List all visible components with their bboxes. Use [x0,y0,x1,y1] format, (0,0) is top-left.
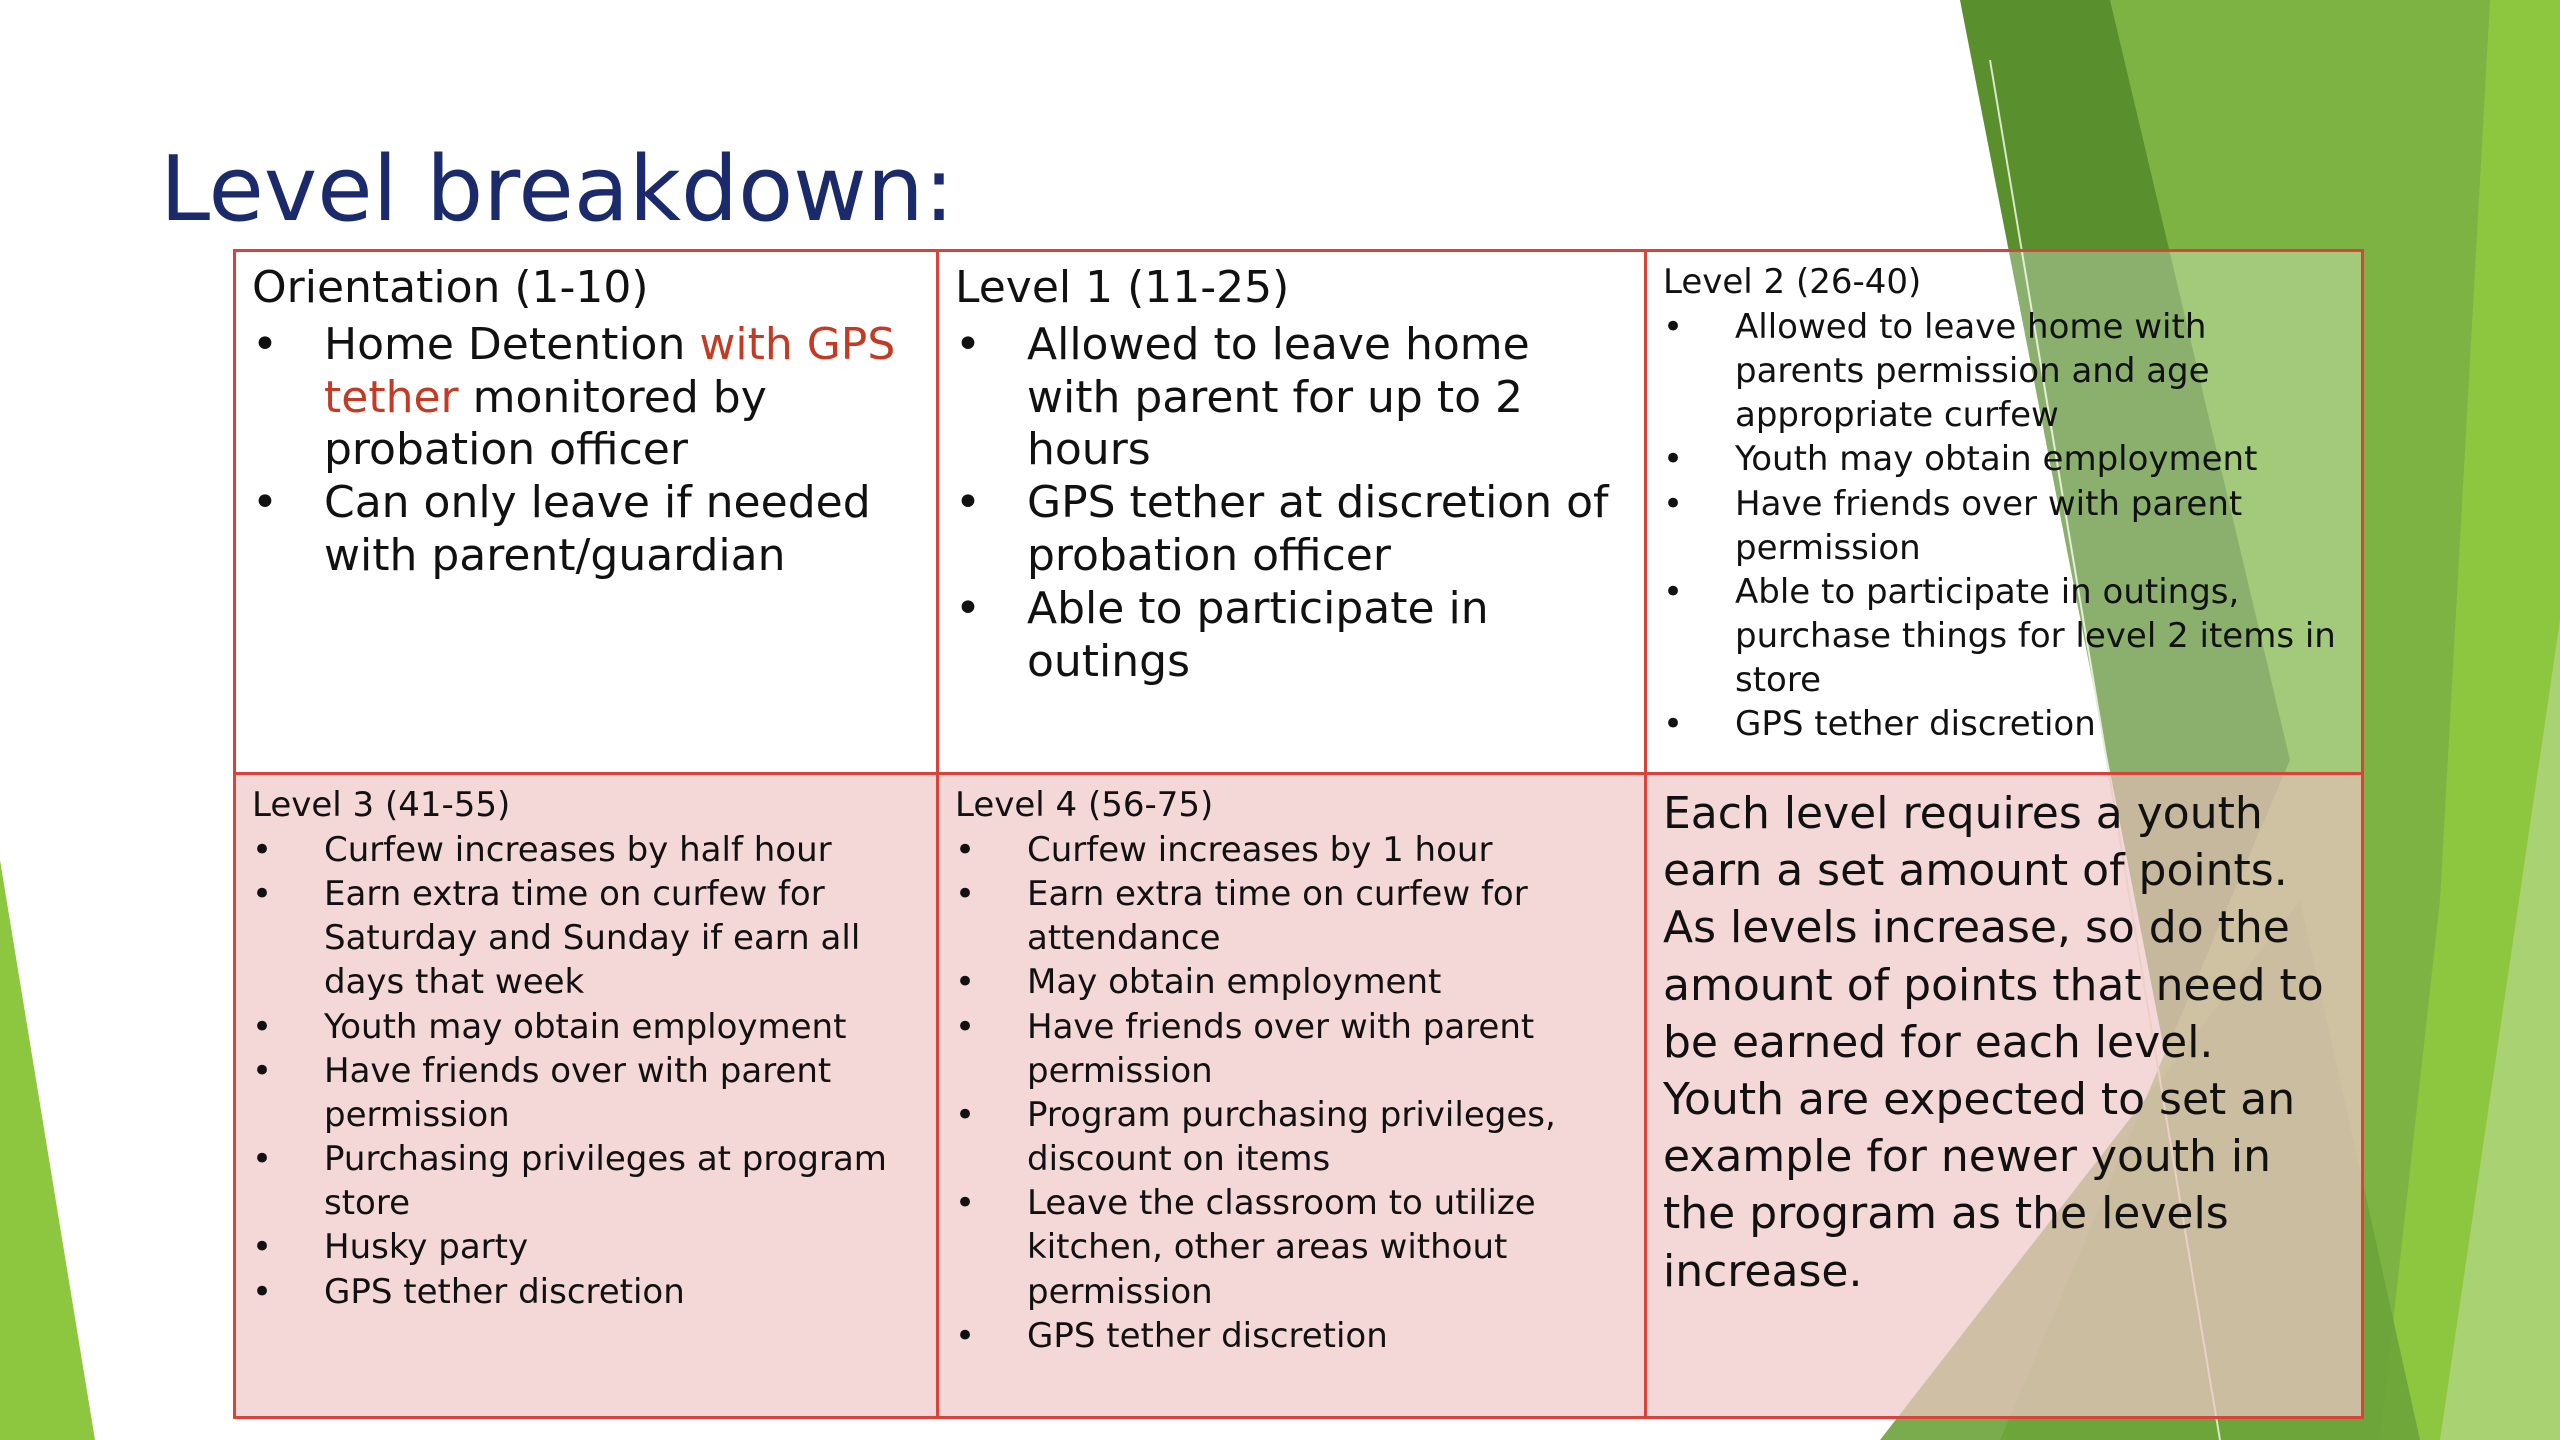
list-item: • Husky party [324,1225,920,1269]
table-row [235,251,2363,774]
list-item: • Earn extra time on curfew for Saturday and Sunday if earn all days that week [324,872,920,1005]
list-item: • Able to participate in outings [1027,583,1628,689]
level-heading: Level 3 (41-55) [252,785,511,825]
list-item: • May obtain employment [1027,960,1628,1004]
level-list [955,828,1628,1358]
summary-text: Each level requires a youth earn a set amount of points. As levels increase, so do the amount of points that need to be earned for each level. Youth are expected to set an example for newer youth in the program as the levels increase. [1663,788,2324,1297]
list-item: • Youth may obtain employment [1735,437,2345,481]
list-item: • Have friends over with parent permission [1027,1005,1628,1093]
list-item: • GPS tether discretion [1027,1314,1628,1358]
list-item: • Purchasing privileges at program store [324,1137,920,1225]
level-heading: Level 4 (56-75) [955,785,1214,825]
gps-tether-highlight: with GPS tether [324,318,896,423]
summary-cell [1646,774,2363,1418]
list-item: • Have friends over with parent permission [1735,482,2345,570]
list-item: • Youth may obtain employment [324,1005,920,1049]
level-heading: Orientation (1-10) [252,262,649,313]
list-item: • GPS tether discretion [1735,702,2345,746]
level-heading: Level 2 (26-40) [1663,262,1922,302]
left-green-shape [0,860,95,1440]
level-table [233,249,2364,1419]
level-list [252,319,920,583]
level-cell-3 [235,774,938,1418]
slide-title: Level breakdown: [160,137,955,242]
level-heading: Level 1 (11-25) [955,262,1290,313]
list-item: • Leave the classroom to utilize kitchen, other areas without permission [1027,1181,1628,1314]
level-list [252,828,920,1314]
level-cell-4 [938,774,1646,1418]
list-item: • GPS tether discretion [324,1270,920,1314]
item-text: monitored by probation officer [324,371,767,476]
list-item: • Allowed to leave home with parents permission and age appropriate curfew [1735,305,2345,438]
level-cell-orientation [235,251,938,774]
list-item: • Earn extra time on curfew for attendance [1027,872,1628,960]
list-item: • Curfew increases by 1 hour [1027,828,1628,872]
level-cell-2 [1646,251,2363,774]
list-item: • Program purchasing privileges, discount on items [1027,1093,1628,1181]
list-item: • Have friends over with parent permission [324,1049,920,1137]
list-item: • Allowed to leave home with parent for up to 2 hours [1027,319,1628,477]
level-cell-1 [938,251,1646,774]
list-item: • Able to participate in outings, purchase things for level 2 items in store [1735,570,2345,703]
level-list [955,319,1628,689]
table-row [235,774,2363,1418]
list-item: • Curfew increases by half hour [324,828,920,872]
list-item [324,477,920,583]
item-text: Home Detention [324,318,700,370]
level-list [1663,305,2345,747]
item-text: Can only leave if needed with parent/guardian [324,477,871,581]
list-item: • GPS tether at discretion of probation officer [1027,477,1628,583]
list-item [324,319,920,477]
